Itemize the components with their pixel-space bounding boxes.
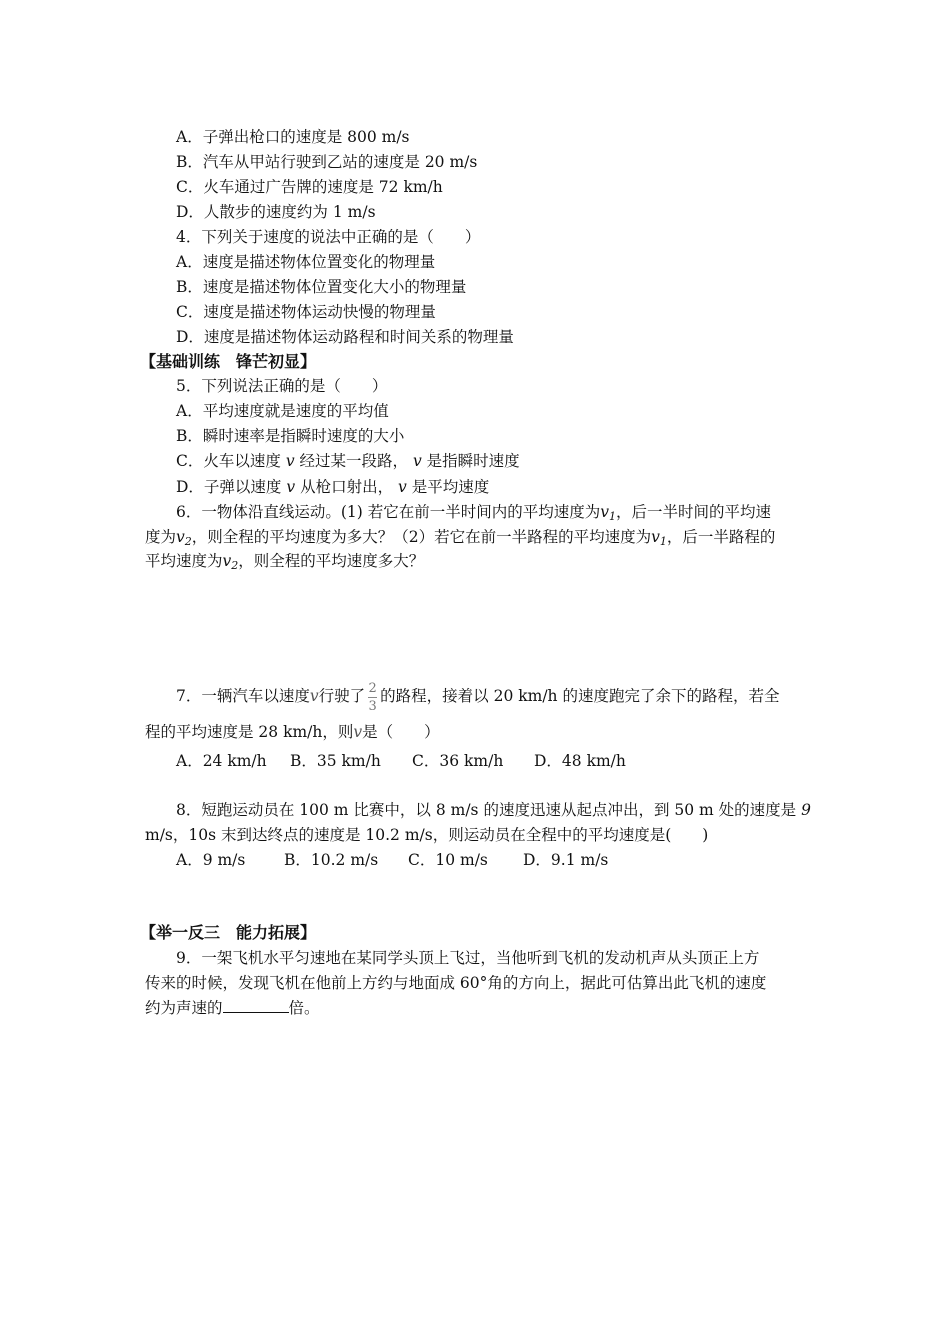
q7-option-a: A．24 km/h — [176, 752, 267, 770]
q5-stem: 5．下列说法正确的是（ ） — [176, 377, 388, 395]
q4-option-b: B．速度是描述物体位置变化大小的物理量 — [176, 278, 467, 296]
q5-option-c: C．火车以速度 v 经过某一段路， v 是指瞬时速度 — [176, 452, 520, 470]
answer-blank[interactable] — [223, 998, 289, 1013]
q7-option-c: C．36 km/h — [412, 752, 504, 770]
q9-line-2: 传来的时候，发现飞机在他前上方约与地面成 60°角的方向上，据此可估算出此飞机的速度 — [145, 974, 767, 992]
q3-option-c: C．火车通过广告牌的速度是 72 km/h — [176, 178, 443, 196]
q6-line-1: 6．一物体沿直线运动。(1) 若它在前一半时间内的平均速度为$v_1$，后一半时间的平均速 — [176, 503, 772, 523]
section-heading-basic: 【基础训练 锋芒初显】 — [140, 352, 317, 371]
q6-line-3: 平均速度为$v_2$，则全程的平均速度多大？ — [145, 552, 425, 572]
q5-option-d: D．子弹以速度 v 从枪口射出， v 是平均速度 — [176, 478, 490, 496]
q6-line-2: 度为$v_2$，则全程的平均速度为多大？（2）若它在前一半路程的平均速度为$v_1$，后一半路程的 — [145, 528, 776, 548]
q8-option-a: A．9 m/s — [176, 851, 246, 869]
fraction-two-thirds: $\frac{2}{3}$ — [368, 680, 377, 714]
q8-option-b: B．10.2 m/s — [284, 851, 379, 869]
q7-option-d: D．48 km/h — [534, 752, 626, 770]
q3-option-b: B．汽车从甲站行驶到乙站的速度是 20 m/s — [176, 153, 478, 171]
q5-option-b: B．瞬时速率是指瞬时速度的大小 — [176, 427, 405, 445]
q3-option-d: D．人散步的速度约为 1 m/s — [176, 203, 376, 221]
q7-option-b: B．35 km/h — [290, 752, 381, 770]
q5-option-a: A．平均速度就是速度的平均值 — [176, 402, 389, 420]
q4-option-c: C．速度是描述物体运动快慢的物理量 — [176, 303, 436, 321]
q8-option-d: D．9.1 m/s — [523, 851, 609, 869]
q7-line-2: 程的平均速度是 28 km/h，则v是（ ） — [145, 723, 440, 741]
q4-stem: 4．下列关于速度的说法中正确的是（ ） — [176, 228, 481, 246]
q4-option-a: A．速度是描述物体位置变化的物理量 — [176, 253, 436, 271]
q3-option-a: A．子弹出枪口的速度是 800 m/s — [176, 128, 410, 146]
q9-line-3: 约为声速的 倍。 — [145, 999, 320, 1017]
q8-line-2: m/s，10s 末到达终点的速度是 10.2 m/s，则运动员在全程中的平均速度是( ) — [145, 826, 709, 844]
section-heading-extension: 【举一反三 能力拓展】 — [140, 923, 317, 942]
q8-option-c: C．10 m/s — [408, 851, 488, 869]
q7-line-1: 7．一辆汽车以速度v行驶了 $\frac{2}{3}$ 的路程，接着以 20 km/h 的速度跑完了余下的路程，若全 — [176, 680, 780, 714]
q4-option-d: D．速度是描述物体运动路程和时间关系的物理量 — [176, 328, 514, 346]
q9-line-1: 9．一架飞机水平匀速地在某同学头顶上飞过，当他听到飞机的发动机声从头顶正上方 — [176, 949, 760, 967]
q8-line-1: 8．短跑运动员在 100 m 比赛中，以 8 m/s 的速度迅速从起点冲出，到 50 m 处的速度是 9 — [176, 801, 811, 819]
